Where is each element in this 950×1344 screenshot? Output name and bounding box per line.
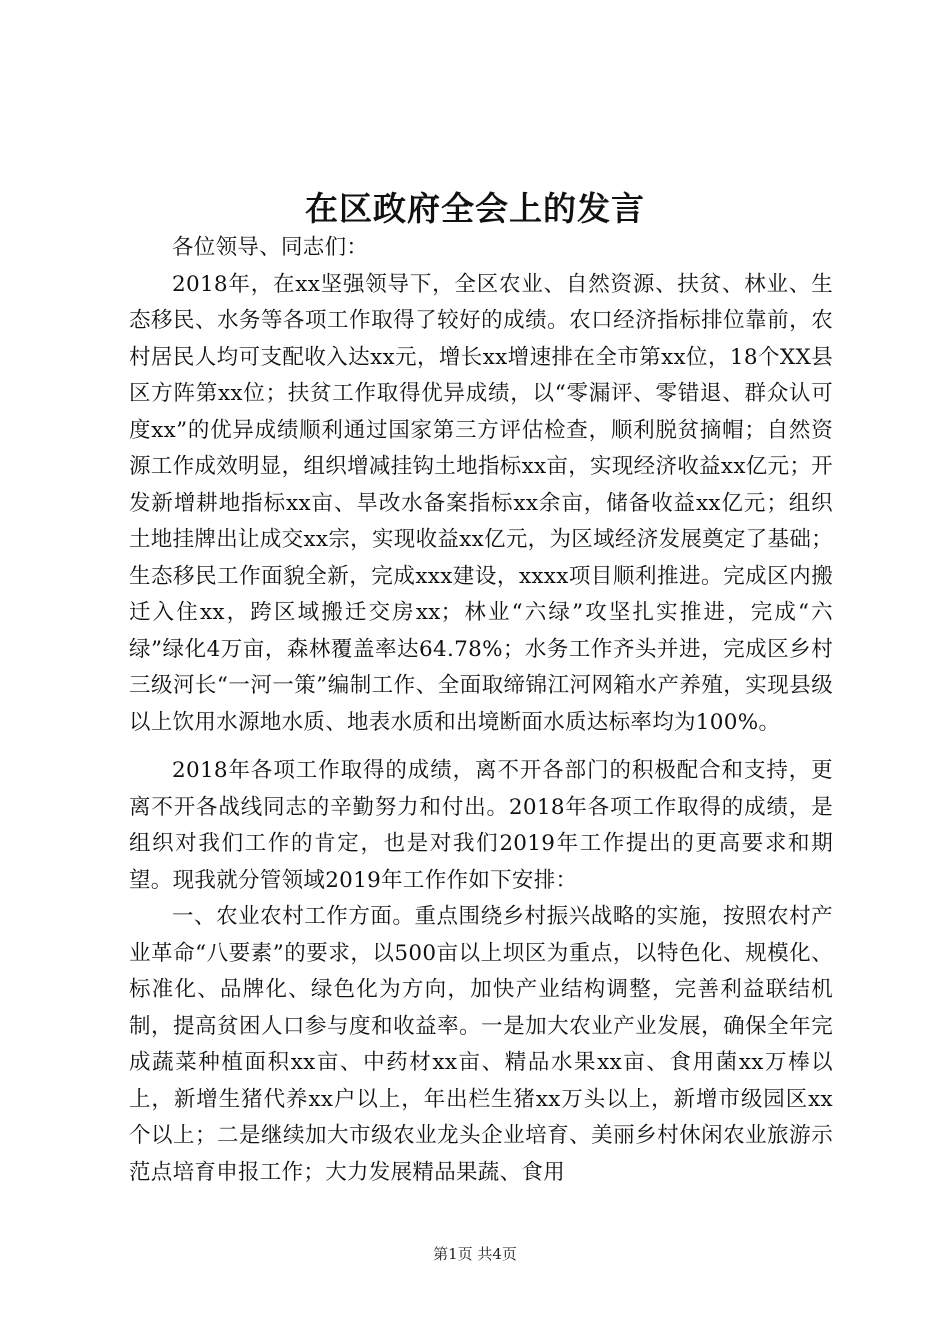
document-title: 在区政府全会上的发言	[305, 189, 645, 228]
document-body	[129, 230, 833, 1191]
plan-intro-paragraph: 2018年各项工作取得的成绩，离不开各部门的积极配合和支持，更离不开各战线同志的辛勤努力和付出。2018年各项工作取得的成绩，是组织对我们工作的肯定，也是对我们2019年工作提出的更高要求和期望。现我就分管领域2019年工作作如下安排：	[129, 758, 833, 893]
page-footer: 第1页 共4页	[433, 1245, 517, 1263]
achievements-paragraph: 2018年，在xx坚强领导下，全区农业、自然资源、扶贫、林业、生态移民、水务等各项工作取得了较好的成绩。农口经济指标排位靠前，农村居民人均可支配收入达xx元，增长xx增速排在全市第xx位，18个XX县区方阵第xx位；扶贫工作取得优异成绩，以“零漏评、零错退、群众认可度xx”的优异成绩顺利通过国家第三方评估检查，顺利脱贫摘帽；自然资源工作成效明显，组织增减挂钩土地指标xx亩，实现经济收益xx亿元；开发新增耕地指标xx亩、旱改水备案指标xx余亩，储备收益xx亿元；组织土地挂牌出让成交xx宗，实现收益xx亿元，为区域经济发展奠定了基础；生态移民工作面貌全新，完成xxx建设，xxxx项目顺利推进。完成区内搬迁入住xx，跨区域搬迁交房xx；林业“六绿”攻坚扎实推进，完成“六绿”绿化4万亩，森林覆盖率达64.78%；水务工作齐头并进，完成区乡村三级河长“一河一策”编制工作、全面取缔锦江河网箱水产养殖，实现县级以上饮用水源地水质、地表水质和出境断面水质达标率均为100%。	[129, 271, 833, 735]
greeting-paragraph: 各位领导、同志们：	[172, 235, 369, 260]
agriculture-paragraph: 一、农业农村工作方面。重点围绕乡村振兴战略的实施，按照农村产业革命“八要素”的要求，以500亩以上坝区为重点，以特色化、规模化、标准化、品牌化、绿色化为方向，加快产业结构调整，完善利益联结机制，提高贫困人口参与度和收益率。一是加大农业产业发展，确保全年完成蔬菜种植面积xx亩、中药材xx亩、精品水果xx亩、食用菌xx万棒以上，新增生猪代养xx户以上，年出栏生猪xx万头以上，新增市级园区xx个以上；二是继续加大市级农业龙头企业培育、美丽乡村休闲农业旅游示范点培育申报工作；大力发展精品果蔬、食用	[129, 904, 833, 1185]
